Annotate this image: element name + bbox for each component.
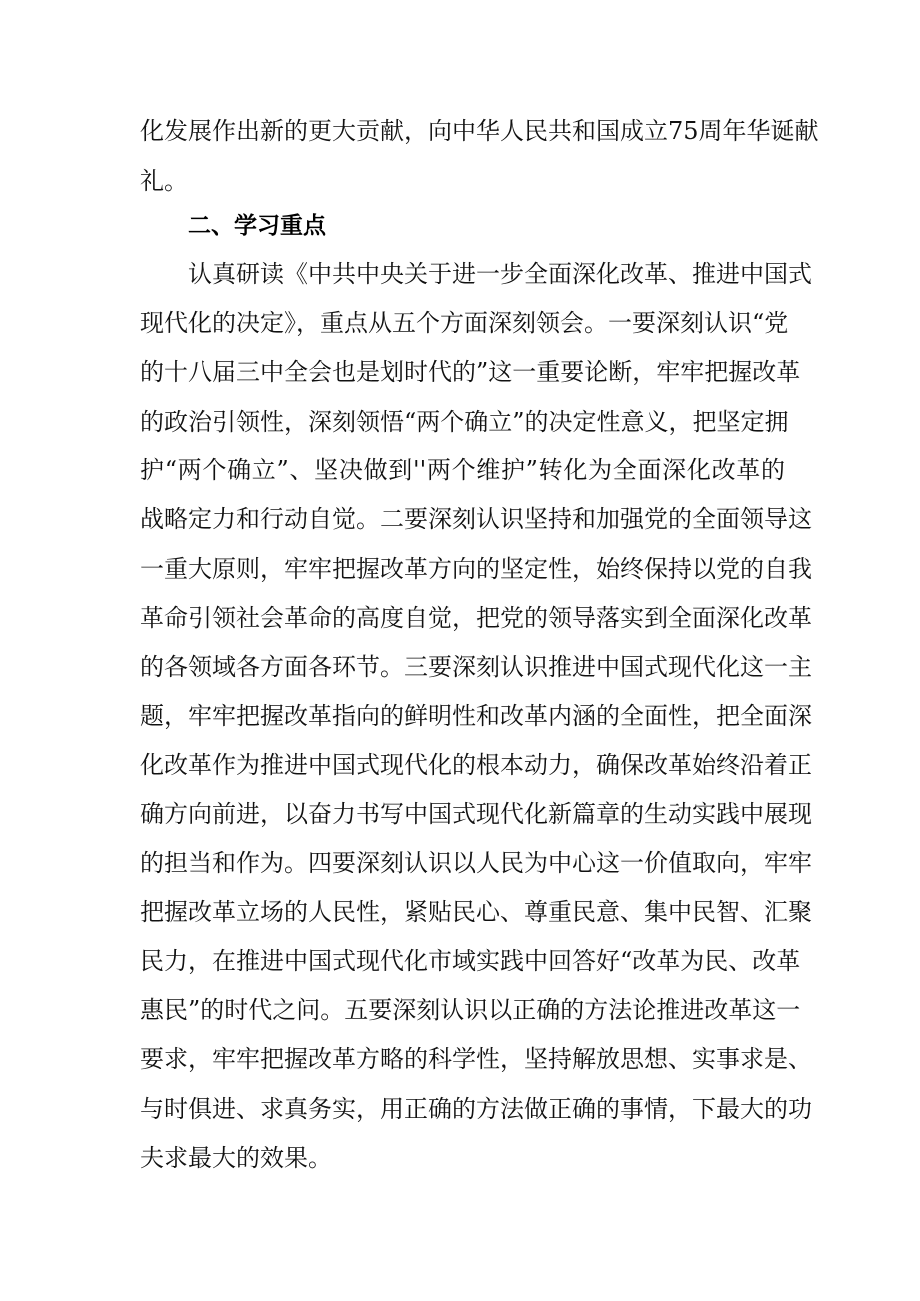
- paragraph-line: 的各领域各方面各环节。三要深刻认识推进中国式现代化这一主: [140, 653, 812, 681]
- paragraph-line: 惠民”的时代之问。五要深刻认识以正确的方法论推进改革这一: [140, 996, 801, 1024]
- paragraph-line: 礼。: [140, 167, 188, 195]
- paragraph-line: 战略定力和行动自觉。二要深刻认识坚持和加强党的全面领导这: [140, 505, 812, 533]
- paragraph-line: 化发展作出新的更大贡献，向中华人民共和国成立75周年华诞献: [140, 117, 819, 145]
- paragraph-line: 革命引领社会革命的高度自觉，把党的领导落实到全面深化改革: [140, 604, 812, 632]
- paragraph-line: 与时俱进、求真务实，用正确的方法做正确的事情，下最大的功: [140, 1095, 812, 1123]
- paragraph-line: 要求，牢牢把握改革方略的科学性，坚持解放思想、实事求是、: [140, 1045, 812, 1073]
- paragraph-line: 的十八届三中全会也是划时代的”这一重要论断，牢牢把握改革: [140, 358, 801, 386]
- paragraph-line: 一重大原则，牢牢把握改革方向的坚定性，始终保持以党的自我: [140, 555, 812, 583]
- paragraph-line: 把握改革立场的人民性，紧贴民心、尊重民意、集中民智、汇聚: [140, 898, 812, 926]
- paragraph-line: 的担当和作为。四要深刻认识以人民为中心这一价值取向，牢牢: [140, 849, 812, 877]
- paragraph-line: 化改革作为推进中国式现代化的根本动力，确保改革始终沿着正: [140, 751, 812, 779]
- paragraph-line: 护“两个确立”、坚决做到''两个维护”转化为全面深化改革的: [140, 456, 785, 484]
- paragraph-line: 认真研读《中共中央关于进一步全面深化改革、推进中国式: [188, 260, 812, 288]
- paragraph-line: 的政治引领性，深刻领悟“两个确立”的决定性意义，把坚定拥: [140, 408, 789, 436]
- paragraph-line: 现代化的决定》，重点从五个方面深刻领会。一要深刻认识“党: [140, 309, 789, 337]
- paragraph-line: 题，牢牢把握改革指向的鲜明性和改革内涵的全面性，把全面深: [140, 702, 812, 730]
- paragraph-line: 夫求最大的效果。: [140, 1144, 332, 1172]
- paragraph-line: 民力，在推进中国式现代化市域实践中回答好“改革为民、改革: [140, 947, 801, 975]
- section-heading: 二、学习重点: [188, 213, 326, 239]
- paragraph-line: 确方向前进，以奋力书写中国式现代化新篇章的生动实践中展现: [140, 800, 812, 828]
